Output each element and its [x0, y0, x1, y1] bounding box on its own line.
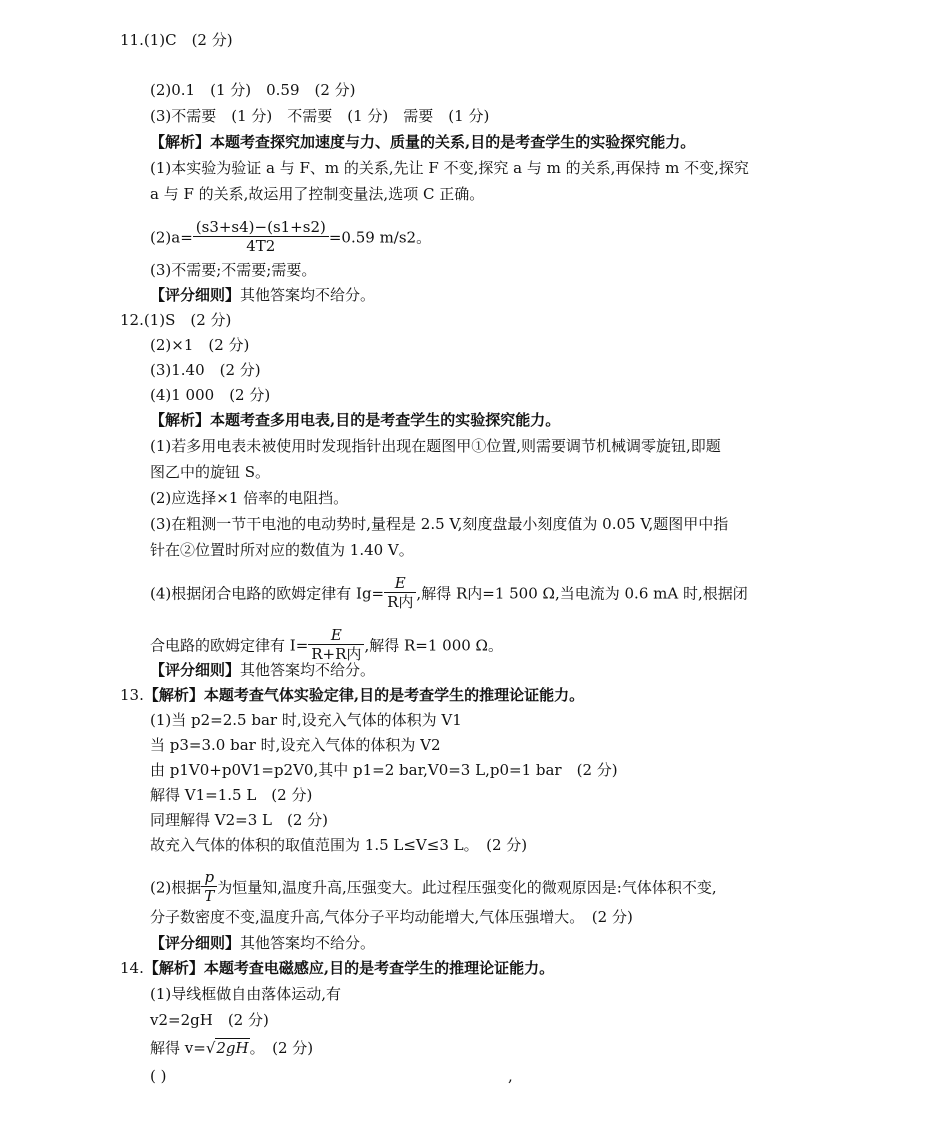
q13-line-3: 由 p1V0+p0V1=p2V0,其中 p1=2 bar,V0=3 L,p0=1 bar (2 分) [150, 761, 618, 779]
q11-explain-1a: (1)本实验为验证 a 与 F、m 的关系,先让 F 不变,探究 a 与 m 的关系,再保持 m 不变,探究 [150, 159, 749, 177]
q11-explain-2: (2)a= $\frac{(s3+s4)-(s1+s2)}{4T2}$ =0.59 m/s2。 [150, 218, 432, 255]
q13-line-1: (1)当 p2=2.5 bar 时,设充入气体的体积为 V1 [150, 711, 462, 729]
q14-number: 14. [120, 959, 144, 977]
q11-analysis: 【解析】本题考查探究加速度与力、质量的关系,目的是考查学生的实验探究能力。 [150, 133, 696, 151]
q13-line-8: 分子数密度不变,温度升高,气体分子平均动能增大,气体压强增大。 (2 分) [150, 908, 633, 926]
q12-answer-2: (2)×1 (2 分) [150, 336, 250, 354]
q12-number: 12. [120, 311, 144, 329]
q13-score-rule: 【评分细则】其他答案均不给分。 [150, 934, 376, 952]
q13-line-5: 同理解得 V2=3 L (2 分) [150, 811, 329, 829]
page-footer-mark: , [508, 1067, 513, 1085]
q13-line-4: 解得 V1=1.5 L (2 分) [150, 786, 313, 804]
q12-answer-1: 12.(1)S (2 分) [120, 311, 232, 329]
q12-answer-3: (3)1.40 (2 分) [150, 361, 261, 379]
q11-explain-3: (3)不需要;不需要;需要。 [150, 261, 317, 279]
q13-analysis: 13.【解析】本题考查气体实验定律,目的是考查学生的推理论证能力。 [120, 686, 585, 704]
q11-answer-3: (3)不需要 (1 分) 不需要 (1 分) 需要 (1 分) [150, 107, 490, 125]
q14-analysis: 14.【解析】本题考查电磁感应,目的是考查学生的推理论证能力。 [120, 959, 555, 977]
q11-answer-1: 11.(1)C (2 分) [120, 31, 233, 49]
q12-explain-3a: (3)在粗测一节干电池的电动势时,量程是 2.5 V,刻度盘最小刻度值为 0.05 V,题图甲中指 [150, 515, 729, 533]
q13-number: 13. [120, 686, 144, 704]
q12-fraction-2: $\frac{E}{\text{R+R内}}$ [308, 626, 364, 663]
q14-line-1: (1)导线框做自由落体运动,有 [150, 985, 342, 1003]
q12-fraction-1: $\frac{E}{\text{R内}}$ [384, 574, 416, 611]
q14-line-2: v2=2gH (2 分) [150, 1011, 269, 1029]
q14-sqrt-content: 2gH [216, 1039, 249, 1057]
q14-line-3: 解得 v=√2gH。 (2 分) [150, 1039, 314, 1057]
q12-explain-4a: (4)根据闭合电路的欧姆定律有 Ig= $\frac{E}{\text{R内}}$ ,解得 R内=1 500 Ω,当电流为 0.6 mA 时,根据闭 [150, 574, 748, 611]
q11-score-rule: 【评分细则】其他答案均不给分。 [150, 286, 376, 304]
q11-answer-2: (2)0.1 (1 分) 0.59 (2 分) [150, 81, 356, 99]
q11-formula-fraction: $\frac{(s3+s4)-(s1+s2)}{4T2}$ [193, 218, 329, 255]
q12-score-rule: 【评分细则】其他答案均不给分。 [150, 661, 376, 679]
q13-fraction: $\frac{p}{T}$ [201, 868, 217, 905]
page-footer-bracket: ( ) [150, 1067, 167, 1085]
q13-line-7: (2)根据 $\frac{p}{T}$ 为恒量知,温度升高,压强变大。此过程压强变化的微观原因是:气体体积不变, [150, 868, 717, 905]
q12-analysis: 【解析】本题考查多用电表,目的是考查学生的实验探究能力。 [150, 411, 561, 429]
q11-explain-1b: a 与 F 的关系,故运用了控制变量法,选项 C 正确。 [150, 185, 485, 203]
q12-explain-3b: 针在②位置时所对应的数值为 1.40 V。 [150, 541, 414, 559]
q12-explain-1b: 图乙中的旋钮 S。 [150, 463, 271, 481]
q12-explain-1a: (1)若多用电表未被使用时发现指针出现在题图甲①位置,则需要调节机械调零旋钮,即题 [150, 437, 721, 455]
q13-line-2: 当 p3=3.0 bar 时,设充入气体的体积为 V2 [150, 736, 441, 754]
q13-line-6: 故充入气体的体积的取值范围为 1.5 L≤V≤3 L。 (2 分) [150, 836, 528, 854]
q12-explain-2: (2)应选择×1 倍率的电阻挡。 [150, 489, 349, 507]
q12-answer-4: (4)1 000 (2 分) [150, 386, 271, 404]
q12-explain-4b: 合电路的欧姆定律有 I= $\frac{E}{\text{R+R内}}$ ,解得 R=1 000 Ω。 [150, 626, 503, 663]
q11-number: 11. [120, 31, 144, 49]
